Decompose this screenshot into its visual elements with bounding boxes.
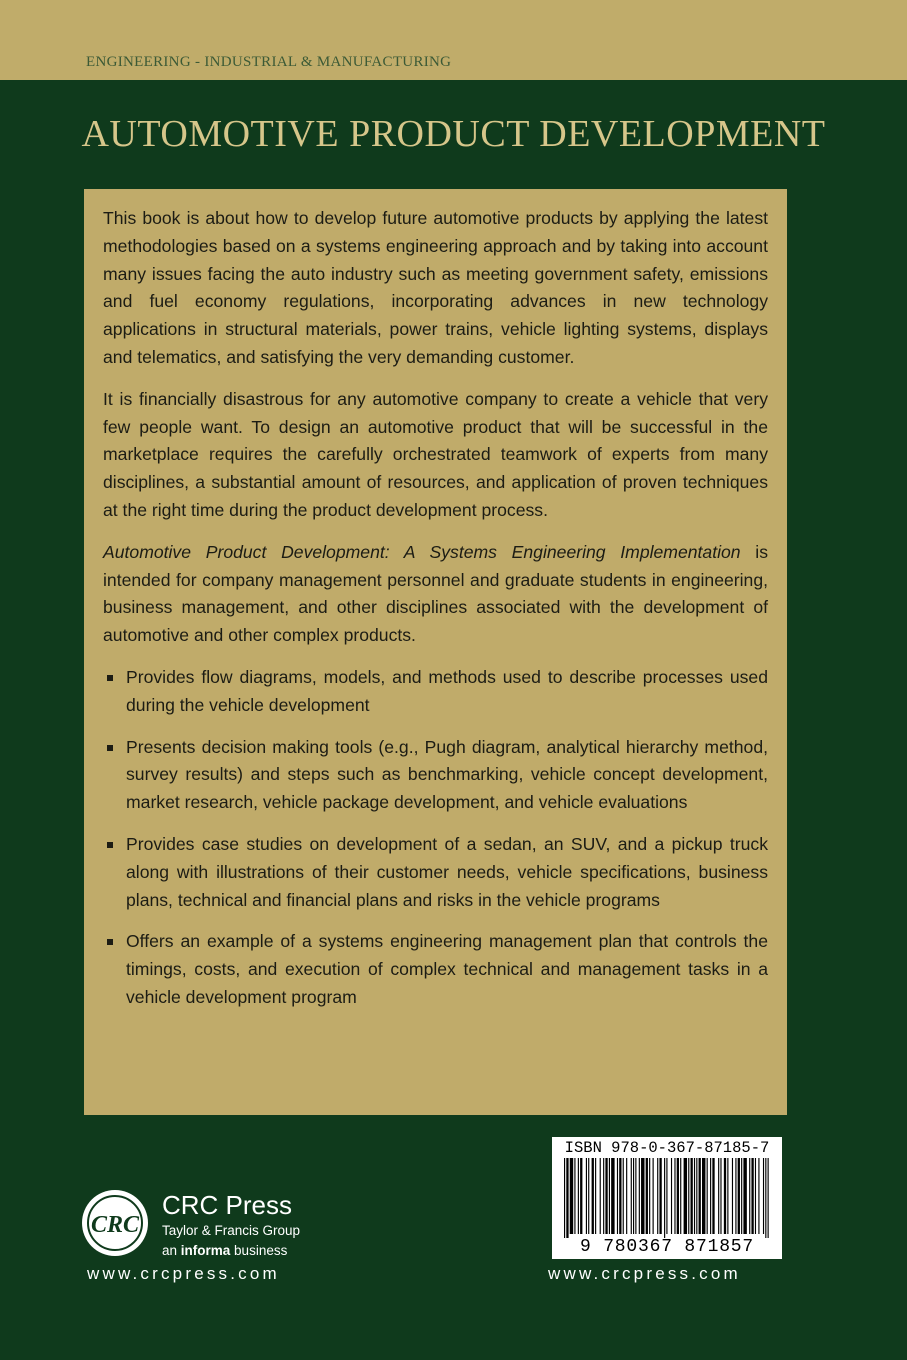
barcode-bar xyxy=(578,1158,579,1234)
barcode-bar xyxy=(684,1158,687,1234)
barcode-bar xyxy=(641,1158,644,1234)
barcode-bar xyxy=(712,1158,714,1234)
barcode-bar xyxy=(743,1158,746,1234)
bullet-icon xyxy=(107,675,113,681)
logo-text: CRC xyxy=(90,1212,140,1238)
feature-text: Provides flow diagrams, models, and methods used to describe processes used during the vehicle development xyxy=(126,666,768,715)
category-label: ENGINEERING - INDUSTRIAL & MANUFACTURING xyxy=(86,54,452,70)
feature-text: Provides case studies on development of a sedan, an SUV, and a pickup truck along with illustrations of their customer needs, vehicle specifications, business plans, technical and financial plans and risks in the vehicle programs xyxy=(126,833,768,910)
barcode-bar xyxy=(564,1158,565,1238)
barcode-bar xyxy=(732,1158,733,1234)
barcode-bar xyxy=(741,1158,742,1234)
feature-text: Offers an example of a systems engineering management plan that controls the timings, costs, and execution of complex technical and management tasks in a vehicle development program xyxy=(126,931,768,1007)
barcode-bar xyxy=(691,1158,693,1234)
barcode-bar xyxy=(755,1158,756,1234)
barcode-bar xyxy=(619,1158,621,1234)
barcode-bar xyxy=(566,1158,568,1238)
barcode-bar xyxy=(574,1158,575,1234)
barcode-bar xyxy=(694,1158,695,1234)
description-panel xyxy=(84,189,787,1115)
barcode-bar xyxy=(609,1158,610,1234)
feature-item xyxy=(103,831,768,914)
barcode-bars xyxy=(552,1158,782,1238)
barcode-bar xyxy=(680,1158,681,1234)
bullet-icon xyxy=(107,842,113,848)
publisher-name: CRC Press xyxy=(162,1190,293,1220)
barcode-bar xyxy=(727,1158,728,1234)
barcode-bar xyxy=(639,1158,640,1234)
publisher-group: Taylor & Francis Group xyxy=(162,1223,301,1238)
description-paragraph-1: This book is about how to develop future automotive products by applying the latest methodologies based on a systems engineering approach and by taking into account many issues facing the auto industry such as meeting government safety, emissions and fuel economy regulations, incorporating advances in new technology applications in structural materials, power trains, vehicle lighting systems, displays and telematics, and satisfying the very demanding customer. xyxy=(103,208,768,367)
publisher-business: an informa business xyxy=(162,1243,288,1258)
barcode-bar xyxy=(758,1158,759,1234)
bullet-icon xyxy=(107,745,113,751)
barcode-bar xyxy=(586,1158,587,1234)
barcode-bar xyxy=(649,1158,650,1234)
barcode-bar xyxy=(603,1158,604,1234)
barcode-bar xyxy=(623,1158,624,1234)
bullet-icon xyxy=(107,939,113,945)
barcode-bar xyxy=(735,1158,736,1234)
book-title: AUTOMOTIVE PRODUCT DEVELOPMENT xyxy=(81,113,826,155)
barcode-bar xyxy=(633,1158,634,1234)
description-paragraph-2: It is financially disastrous for any automotive company to create a vehicle that very few people want. To design an automotive product that will be successful in the marketplace requires the carefully orchestrated teamwork of experts from many disciplines, a substantial amount of resources, and application of proven techniques at the right time during the product development process. xyxy=(103,388,768,520)
feature-item xyxy=(103,664,768,720)
barcode-bar xyxy=(659,1158,661,1234)
barcode-bar xyxy=(671,1158,672,1234)
feature-list xyxy=(103,664,768,1012)
barcode-bar xyxy=(696,1158,697,1234)
barcode-bar xyxy=(600,1158,601,1234)
feature-item xyxy=(103,734,768,817)
barcode-bar xyxy=(605,1158,607,1234)
barcode-bar xyxy=(611,1158,614,1234)
barcode xyxy=(552,1137,782,1259)
publisher-url-right[interactable]: www.crcpress.com xyxy=(548,1264,741,1283)
barcode-bar xyxy=(724,1158,726,1234)
barcode-bar xyxy=(677,1158,679,1234)
barcode-bar xyxy=(751,1158,753,1234)
barcode-bar xyxy=(674,1158,675,1234)
crc-logo-icon xyxy=(80,1188,150,1258)
barcode-bar xyxy=(738,1158,740,1234)
barcode-bar xyxy=(710,1158,711,1234)
barcode-bar xyxy=(653,1158,654,1234)
barcode-bar xyxy=(646,1158,648,1234)
barcode-bar xyxy=(699,1158,701,1234)
feature-item xyxy=(103,928,768,1011)
audience-text: is intended for company management personnel and graduate students in engineering, business management, and other disciplines associated with the development of automotive and other complex products. xyxy=(103,541,768,646)
book-full-title: Automotive Product Development: A Systems Engineering Implementation xyxy=(103,541,741,562)
description-paragraph-3 xyxy=(103,539,768,650)
barcode-digits: 9 780367 871857 xyxy=(579,1237,755,1257)
barcode-bar xyxy=(595,1158,596,1234)
isbn-label: ISBN 978-0-367-87185-7 xyxy=(564,1139,770,1157)
barcode-bar xyxy=(664,1158,665,1238)
barcode-bar xyxy=(688,1158,689,1234)
barcode-bar xyxy=(718,1158,719,1234)
informa-brand: informa xyxy=(180,1243,231,1258)
barcode-bar xyxy=(768,1158,769,1238)
barcode-bar xyxy=(765,1158,766,1238)
publisher-url-left[interactable]: www.crcpress.com xyxy=(87,1264,280,1283)
barcode-bar xyxy=(617,1158,618,1234)
barcode-bar xyxy=(657,1158,658,1234)
barcode-bar xyxy=(626,1158,627,1234)
barcode-bar xyxy=(580,1158,582,1234)
barcode-bar xyxy=(707,1158,708,1234)
barcode-bar xyxy=(631,1158,632,1234)
barcode-bar xyxy=(635,1158,636,1234)
barcode-bar xyxy=(588,1158,589,1234)
barcode-bar xyxy=(702,1158,705,1234)
barcode-bar xyxy=(570,1158,573,1234)
feature-text: Presents decision making tools (e.g., Pugh diagram, analytical hierarchy method, survey results) and steps such as benchmarking, vehicle concept development, market research, vehicle package development, and vehicle evaluations xyxy=(126,736,768,813)
barcode-bar xyxy=(749,1158,750,1234)
barcode-bar xyxy=(720,1158,721,1234)
barcode-bar xyxy=(666,1158,667,1234)
barcode-bar xyxy=(592,1158,594,1234)
barcode-bar xyxy=(763,1158,764,1234)
